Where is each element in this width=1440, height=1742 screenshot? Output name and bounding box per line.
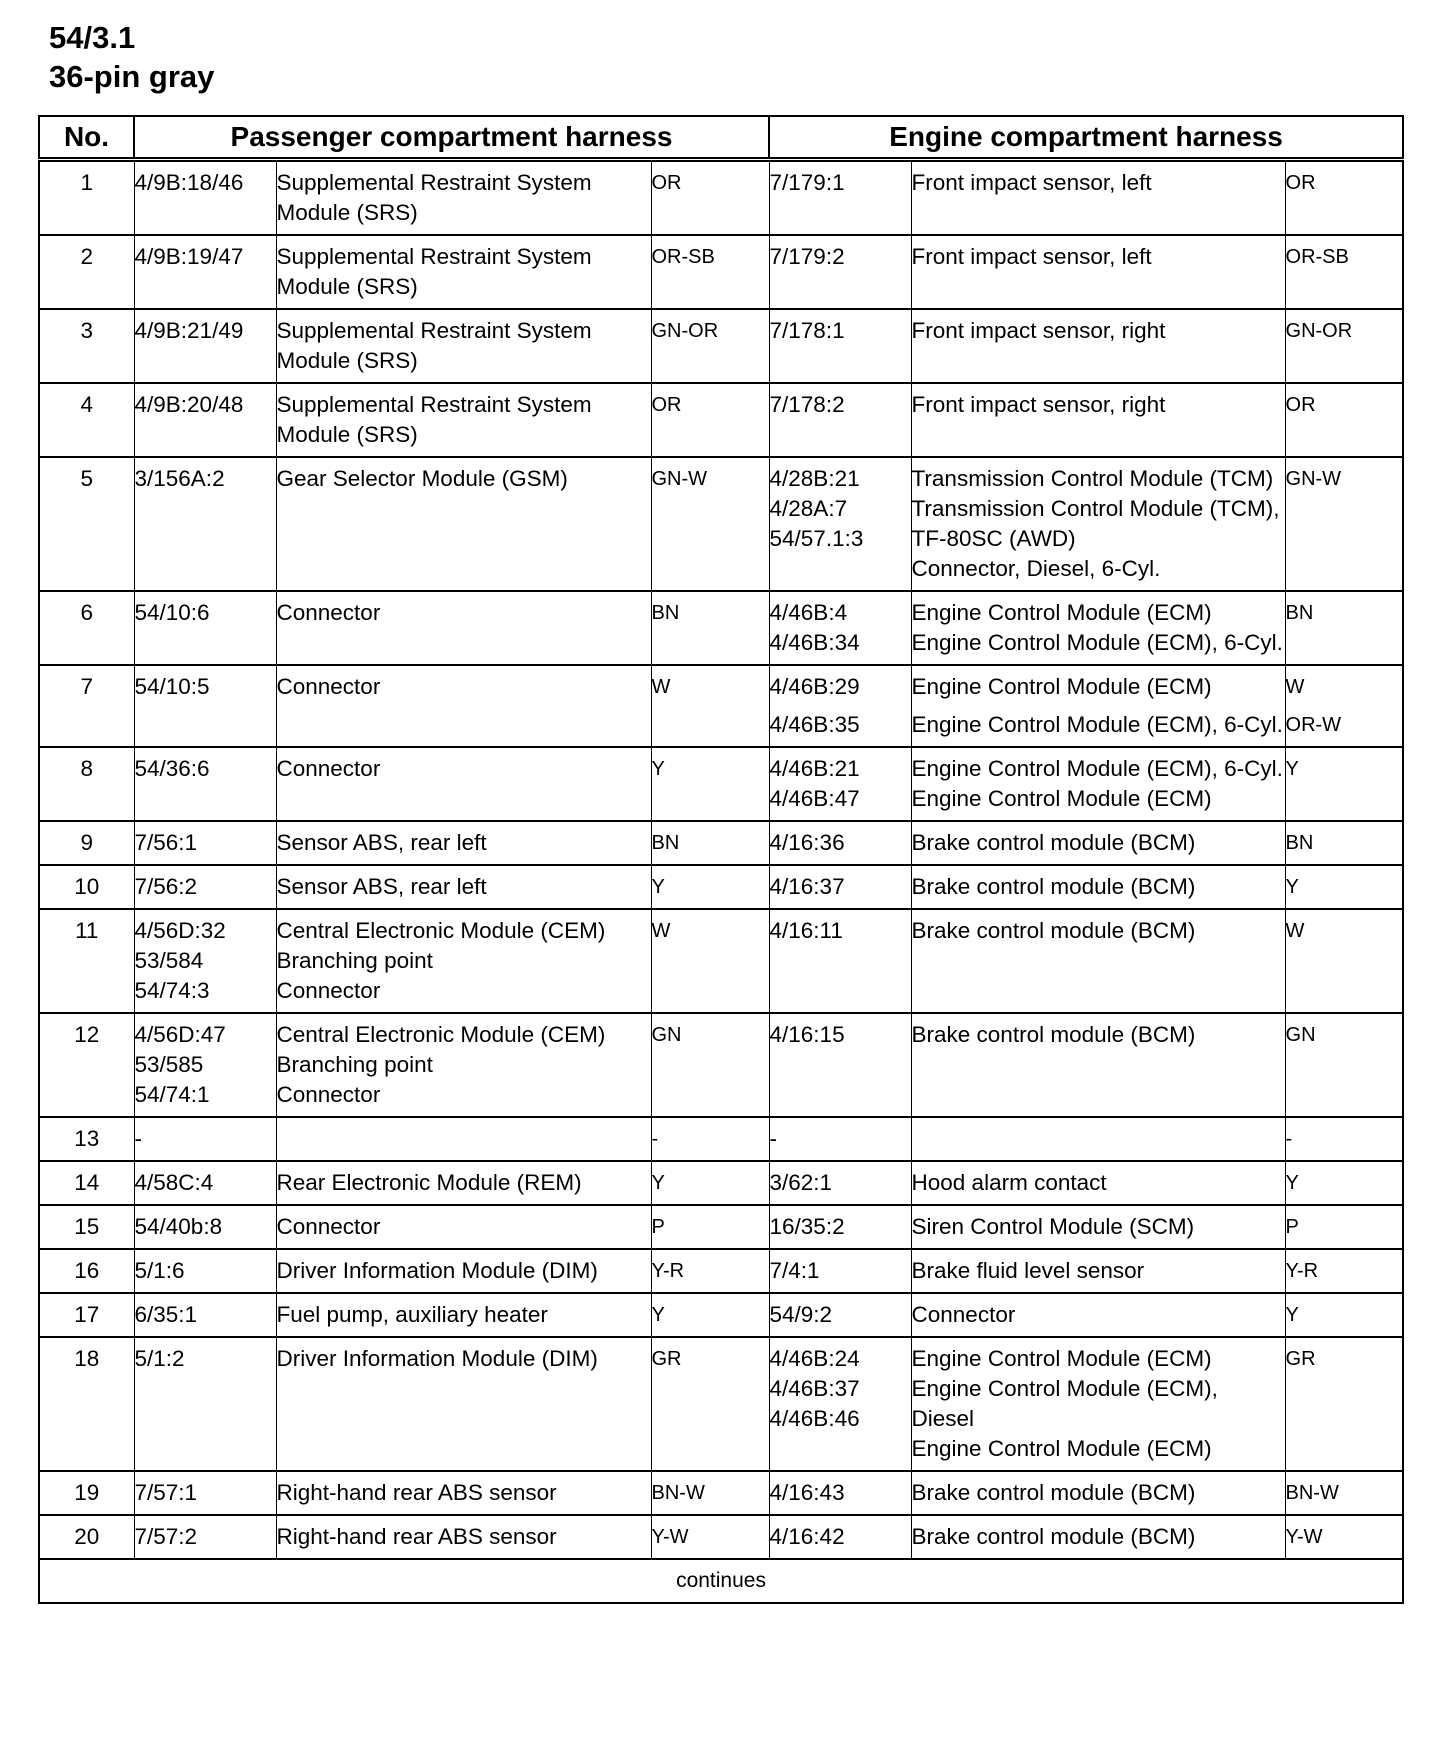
passenger-description-cell <box>276 591 651 665</box>
passenger-pin-cell <box>134 665 276 747</box>
engine-pin-cell <box>769 1205 911 1249</box>
engine-wire-color-value: Y <box>1285 758 1299 780</box>
engine-wire-color <box>1285 1013 1403 1117</box>
engine-pin-cell <box>769 457 911 591</box>
pin-number: 4 <box>39 383 134 457</box>
engine-description: Brake fluid level sensor <box>911 1258 1145 1283</box>
engine-wire-color <box>1285 1161 1403 1205</box>
engine-description: Brake control module (BCM) <box>911 918 1196 943</box>
table-row <box>39 821 1403 865</box>
passenger-pin: - <box>134 1126 142 1151</box>
engine-description-cell <box>911 309 1285 383</box>
passenger-pin: 53/584 <box>134 948 204 973</box>
engine-description-cell <box>911 909 1285 1013</box>
passenger-wire-color: GN-OR <box>651 309 769 383</box>
engine-wire-color-value: OR <box>1285 394 1316 416</box>
passenger-description-cell <box>276 747 651 821</box>
table-row <box>39 865 1403 909</box>
engine-pin-cell <box>769 1471 911 1515</box>
passenger-pin-cell <box>134 309 276 383</box>
passenger-description: Gear Selector Module (GSM) <box>276 466 568 491</box>
passenger-description-cell <box>276 1013 651 1117</box>
table-row <box>39 1515 1403 1559</box>
engine-pin-cell <box>769 383 911 457</box>
pinout-table <box>38 115 1404 1604</box>
engine-description: Engine Control Module (ECM) <box>911 674 1212 699</box>
engine-description-cell <box>911 1249 1285 1293</box>
engine-wire-color <box>1285 1515 1403 1559</box>
engine-description: Front impact sensor, left <box>911 170 1152 195</box>
engine-wire-color <box>1285 821 1403 865</box>
passenger-pin: 54/40b:8 <box>134 1214 223 1239</box>
passenger-pin: 6/35:1 <box>134 1302 198 1327</box>
pinout-table-body <box>39 160 1403 1560</box>
passenger-pin: 4/56D:47 <box>134 1022 226 1047</box>
table-row <box>39 1117 1403 1161</box>
engine-description: Engine Control Module (ECM), 6-Cyl. <box>911 630 1283 655</box>
engine-pin-cell <box>769 591 911 665</box>
engine-description-cell <box>911 591 1285 665</box>
engine-wire-color <box>1285 909 1403 1013</box>
engine-wire-color <box>1285 747 1403 821</box>
engine-description-cell <box>911 1205 1285 1249</box>
engine-description-cell <box>911 665 1285 747</box>
passenger-wire-color: W <box>651 909 769 1013</box>
passenger-description: Sensor ABS, rear left <box>276 874 487 899</box>
engine-pin-cell <box>769 309 911 383</box>
engine-description: Front impact sensor, right <box>911 392 1166 417</box>
engine-description: Engine Control Module (ECM) <box>911 600 1212 625</box>
engine-pin: 4/16:43 <box>769 1480 845 1505</box>
header-no: No. <box>39 116 134 160</box>
engine-wire-color-value: OR-SB <box>1285 246 1349 268</box>
engine-wire-color <box>1285 1337 1403 1471</box>
passenger-description: Driver Information Module (DIM) <box>276 1346 598 1371</box>
passenger-wire-color: OR <box>651 160 769 236</box>
table-row <box>39 1205 1403 1249</box>
passenger-description: Branching point <box>276 1052 433 1077</box>
pin-number: 2 <box>39 235 134 309</box>
passenger-description: Supplemental Restraint System Module (SRS) <box>276 244 592 299</box>
passenger-pin-cell <box>134 747 276 821</box>
engine-pin-cell <box>769 1293 911 1337</box>
engine-description: Brake control module (BCM) <box>911 1524 1196 1549</box>
engine-wire-color-value: GN-OR <box>1285 320 1353 342</box>
passenger-description: Right-hand rear ABS sensor <box>276 1480 557 1505</box>
passenger-pin-cell <box>134 591 276 665</box>
passenger-description: Connector <box>276 1214 381 1239</box>
engine-description: Engine Control Module (ECM) <box>911 786 1212 811</box>
passenger-description-cell <box>276 383 651 457</box>
engine-pin: 7/4:1 <box>769 1258 820 1283</box>
engine-description: Front impact sensor, right <box>911 318 1166 343</box>
engine-description: Hood alarm contact <box>911 1170 1107 1195</box>
engine-description: Brake control module (BCM) <box>911 1480 1196 1505</box>
passenger-wire-color: GN <box>651 1013 769 1117</box>
passenger-description-cell <box>276 1161 651 1205</box>
passenger-pin-cell <box>134 160 276 236</box>
engine-wire-color <box>1285 591 1403 665</box>
passenger-description: Branching point <box>276 948 433 973</box>
engine-pin-cell <box>769 1515 911 1559</box>
table-row <box>39 1337 1403 1471</box>
table-row <box>39 235 1403 309</box>
engine-description-cell <box>911 1117 1285 1161</box>
engine-pin: 4/16:15 <box>769 1022 845 1047</box>
pin-number: 5 <box>39 457 134 591</box>
engine-pin: 4/16:36 <box>769 830 845 855</box>
engine-pin: 4/46B:24 <box>769 1346 860 1371</box>
engine-description: Engine Control Module (ECM) <box>911 1436 1212 1461</box>
engine-wire-color-value: GN <box>1285 1024 1316 1046</box>
passenger-description: Connector <box>276 1082 381 1107</box>
pin-number: 16 <box>39 1249 134 1293</box>
engine-pin: 4/16:37 <box>769 874 845 899</box>
engine-description-cell <box>911 383 1285 457</box>
engine-description: Front impact sensor, left <box>911 244 1152 269</box>
table-row <box>39 1471 1403 1515</box>
engine-wire-color <box>1285 1205 1403 1249</box>
pin-number: 9 <box>39 821 134 865</box>
pin-number: 20 <box>39 1515 134 1559</box>
pin-number: 12 <box>39 1013 134 1117</box>
engine-wire-color-value: GR <box>1285 1348 1316 1370</box>
engine-wire-color-value: BN <box>1285 832 1314 854</box>
engine-description-cell <box>911 457 1285 591</box>
engine-wire-color <box>1285 457 1403 591</box>
engine-description-cell <box>911 235 1285 309</box>
passenger-description-cell <box>276 457 651 591</box>
passenger-description: Sensor ABS, rear left <box>276 830 487 855</box>
engine-wire-color-value: Y <box>1285 1304 1299 1326</box>
passenger-pin: 4/9B:19/47 <box>134 244 244 269</box>
engine-description-cell <box>911 1013 1285 1117</box>
passenger-pin: 54/10:6 <box>134 600 210 625</box>
passenger-description-cell <box>276 1249 651 1293</box>
passenger-description: Connector <box>276 600 381 625</box>
pin-number: 6 <box>39 591 134 665</box>
passenger-pin: 4/9B:20/48 <box>134 392 244 417</box>
passenger-description-cell <box>276 1515 651 1559</box>
engine-pin: 7/179:2 <box>769 244 845 269</box>
pin-number: 14 <box>39 1161 134 1205</box>
engine-pin: - <box>769 1126 778 1151</box>
passenger-pin: 7/57:2 <box>134 1524 198 1549</box>
passenger-wire-color: - <box>651 1117 769 1161</box>
passenger-description-cell <box>276 909 651 1013</box>
engine-pin: 4/46B:29 <box>769 674 860 699</box>
passenger-description: Central Electronic Module (CEM) <box>276 918 606 943</box>
engine-pin: 7/179:1 <box>769 170 845 195</box>
passenger-pin-cell <box>134 1249 276 1293</box>
passenger-pin: 7/57:1 <box>134 1480 198 1505</box>
table-row <box>39 1249 1403 1293</box>
passenger-description-cell <box>276 1471 651 1515</box>
engine-pin-cell <box>769 1249 911 1293</box>
passenger-wire-color: BN-W <box>651 1471 769 1515</box>
engine-pin: 4/46B:35 <box>769 712 860 737</box>
passenger-description-cell <box>276 1117 651 1161</box>
passenger-wire-color: BN <box>651 591 769 665</box>
passenger-description: Fuel pump, auxiliary heater <box>276 1302 548 1327</box>
passenger-wire-color: GR <box>651 1337 769 1471</box>
engine-description-cell <box>911 865 1285 909</box>
engine-wire-color-value: W <box>1285 676 1305 698</box>
engine-wire-color <box>1285 309 1403 383</box>
passenger-description: Rear Electronic Module (REM) <box>276 1170 582 1195</box>
engine-pin-cell <box>769 1337 911 1471</box>
passenger-description: Supplemental Restraint System Module (SRS) <box>276 392 592 447</box>
table-header-row <box>39 116 1403 160</box>
pin-number: 15 <box>39 1205 134 1249</box>
passenger-pin-cell <box>134 1515 276 1559</box>
table-footer-row <box>39 1559 1403 1603</box>
engine-wire-color <box>1285 1249 1403 1293</box>
engine-wire-color-value: Y-W <box>1285 1526 1323 1548</box>
table-row <box>39 1161 1403 1205</box>
engine-pin-cell <box>769 160 911 236</box>
engine-pin-cell <box>769 1117 911 1161</box>
passenger-pin: 3/156A:2 <box>134 466 225 491</box>
engine-wire-color-value: P <box>1285 1216 1299 1238</box>
engine-description: Engine Control Module (ECM), Diesel <box>911 1376 1218 1431</box>
passenger-pin: 4/9B:18/46 <box>134 170 244 195</box>
passenger-description-cell <box>276 821 651 865</box>
passenger-pin: 5/1:2 <box>134 1346 185 1371</box>
engine-wire-color <box>1285 1117 1403 1161</box>
engine-description: Connector <box>911 1302 1016 1327</box>
passenger-wire-color: Y-W <box>651 1515 769 1559</box>
engine-wire-color-value: BN-W <box>1285 1482 1339 1504</box>
pin-number: 13 <box>39 1117 134 1161</box>
passenger-pin-cell <box>134 1117 276 1161</box>
passenger-description: Connector <box>276 756 381 781</box>
passenger-wire-color: P <box>651 1205 769 1249</box>
engine-wire-color-value: GN-W <box>1285 468 1342 490</box>
passenger-description-cell <box>276 865 651 909</box>
engine-pin-cell <box>769 747 911 821</box>
passenger-description-cell <box>276 1337 651 1471</box>
engine-description: Brake control module (BCM) <box>911 830 1196 855</box>
engine-description: Brake control module (BCM) <box>911 1022 1196 1047</box>
engine-wire-color-value: Y-R <box>1285 1260 1319 1282</box>
engine-description-cell <box>911 1515 1285 1559</box>
engine-wire-color <box>1285 235 1403 309</box>
passenger-description-cell <box>276 665 651 747</box>
table-row <box>39 457 1403 591</box>
pin-number: 1 <box>39 160 134 236</box>
engine-pin: 54/57.1:3 <box>769 526 864 551</box>
engine-wire-color <box>1285 383 1403 457</box>
passenger-pin-cell <box>134 1205 276 1249</box>
engine-pin: 4/16:42 <box>769 1524 845 1549</box>
passenger-wire-color: Y-R <box>651 1249 769 1293</box>
passenger-wire-color: Y <box>651 747 769 821</box>
passenger-description: Right-hand rear ABS sensor <box>276 1524 557 1549</box>
passenger-pin: 53/585 <box>134 1052 204 1077</box>
engine-wire-color-value: OR <box>1285 172 1316 194</box>
engine-wire-color <box>1285 865 1403 909</box>
pin-number: 8 <box>39 747 134 821</box>
engine-description: Connector, Diesel, 6-Cyl. <box>911 556 1161 581</box>
header-passenger-harness: Passenger compartment harness <box>134 116 769 160</box>
passenger-wire-color: GN-W <box>651 457 769 591</box>
passenger-pin: 54/10:5 <box>134 674 210 699</box>
engine-pin: 4/16:11 <box>769 918 843 943</box>
engine-pin-cell <box>769 1013 911 1117</box>
engine-pin: 16/35:2 <box>769 1214 845 1239</box>
engine-pin: 4/28A:7 <box>769 496 848 521</box>
engine-pin-cell <box>769 909 911 1013</box>
engine-description-cell <box>911 1337 1285 1471</box>
engine-wire-color-value-2: OR-W <box>1285 714 1342 736</box>
passenger-pin: 4/56D:32 <box>134 918 226 943</box>
engine-pin: 4/46B:47 <box>769 786 860 811</box>
engine-wire-color-value: - <box>1285 1128 1293 1150</box>
pin-number: 19 <box>39 1471 134 1515</box>
engine-description-cell <box>911 1471 1285 1515</box>
engine-description-cell <box>911 747 1285 821</box>
connector-description: 36-pin gray <box>49 59 215 94</box>
continues-note: continues <box>39 1559 1403 1603</box>
engine-pin: 54/9:2 <box>769 1302 833 1327</box>
passenger-pin: 4/9B:21/49 <box>134 318 244 343</box>
table-row <box>39 747 1403 821</box>
passenger-pin-cell <box>134 1471 276 1515</box>
table-row <box>39 1293 1403 1337</box>
engine-pin-cell <box>769 1161 911 1205</box>
passenger-description-cell <box>276 235 651 309</box>
passenger-pin: 4/58C:4 <box>134 1170 214 1195</box>
passenger-wire-color: OR-SB <box>651 235 769 309</box>
passenger-wire-color: W <box>651 665 769 747</box>
engine-description: Transmission Control Module (TCM) <box>911 466 1274 491</box>
engine-pin: 3/62:1 <box>769 1170 833 1195</box>
passenger-description: Connector <box>276 674 381 699</box>
table-row <box>39 160 1403 236</box>
engine-description: Engine Control Module (ECM) <box>911 1346 1212 1371</box>
engine-pin: 4/46B:46 <box>769 1406 860 1431</box>
header-engine-harness: Engine compartment harness <box>769 116 1403 160</box>
pin-number: 11 <box>39 909 134 1013</box>
passenger-wire-color: Y <box>651 1161 769 1205</box>
passenger-pin-cell <box>134 383 276 457</box>
engine-pin: 4/46B:37 <box>769 1376 860 1401</box>
passenger-description: Driver Information Module (DIM) <box>276 1258 598 1283</box>
engine-description: Engine Control Module (ECM), 6-Cyl. <box>911 756 1283 781</box>
engine-pin: 7/178:1 <box>769 318 845 343</box>
passenger-pin: 5/1:6 <box>134 1258 185 1283</box>
pin-number: 7 <box>39 665 134 747</box>
engine-wire-color <box>1285 665 1403 747</box>
passenger-pin-cell <box>134 865 276 909</box>
passenger-pin: 54/36:6 <box>134 756 210 781</box>
engine-wire-color <box>1285 1471 1403 1515</box>
engine-pin: 4/46B:4 <box>769 600 848 625</box>
engine-description-cell <box>911 1293 1285 1337</box>
engine-description-cell <box>911 1161 1285 1205</box>
engine-description: Engine Control Module (ECM), 6-Cyl. <box>911 712 1283 737</box>
pin-number: 3 <box>39 309 134 383</box>
engine-description-cell <box>911 160 1285 236</box>
engine-wire-color-value: BN <box>1285 602 1314 624</box>
passenger-description <box>277 1124 651 1154</box>
engine-wire-color <box>1285 160 1403 236</box>
passenger-wire-color: Y <box>651 865 769 909</box>
passenger-pin-cell <box>134 821 276 865</box>
pin-number: 18 <box>39 1337 134 1471</box>
passenger-wire-color: Y <box>651 1293 769 1337</box>
passenger-pin: 54/74:3 <box>134 978 210 1003</box>
passenger-description-cell <box>276 309 651 383</box>
passenger-pin-cell <box>134 1337 276 1471</box>
table-row <box>39 591 1403 665</box>
engine-pin: 4/28B:21 <box>769 466 860 491</box>
passenger-wire-color: BN <box>651 821 769 865</box>
engine-description: Transmission Control Module (TCM), TF-80SC (AWD) <box>911 496 1280 551</box>
passenger-description-cell <box>276 160 651 236</box>
table-row <box>39 383 1403 457</box>
passenger-description-cell <box>276 1293 651 1337</box>
passenger-description: Supplemental Restraint System Module (SRS) <box>276 318 592 373</box>
connector-id: 54/3.1 <box>49 20 136 55</box>
passenger-pin: 7/56:1 <box>134 830 198 855</box>
passenger-pin-cell <box>134 1293 276 1337</box>
engine-pin: 7/178:2 <box>769 392 845 417</box>
engine-pin: 4/46B:34 <box>769 630 860 655</box>
connector-heading <box>49 18 214 96</box>
engine-pin-cell <box>769 821 911 865</box>
passenger-description-cell <box>276 1205 651 1249</box>
passenger-pin-cell <box>134 1013 276 1117</box>
passenger-description: Supplemental Restraint System Module (SRS) <box>276 170 592 225</box>
pin-number: 10 <box>39 865 134 909</box>
passenger-wire-color: OR <box>651 383 769 457</box>
passenger-pin: 7/56:2 <box>134 874 198 899</box>
passenger-pin-cell <box>134 235 276 309</box>
engine-pin: 4/46B:21 <box>769 756 860 781</box>
passenger-pin-cell <box>134 457 276 591</box>
engine-description: Brake control module (BCM) <box>911 874 1196 899</box>
engine-wire-color-value: W <box>1285 920 1305 942</box>
engine-wire-color-value: Y <box>1285 1172 1299 1194</box>
pin-number: 17 <box>39 1293 134 1337</box>
table-row <box>39 1013 1403 1117</box>
engine-pin-cell <box>769 665 911 747</box>
passenger-pin-cell <box>134 1161 276 1205</box>
engine-pin-cell <box>769 235 911 309</box>
engine-description <box>912 1124 1285 1154</box>
table-row <box>39 665 1403 747</box>
passenger-description: Connector <box>276 978 381 1003</box>
engine-pin-cell <box>769 865 911 909</box>
engine-wire-color <box>1285 1293 1403 1337</box>
engine-description-cell <box>911 821 1285 865</box>
engine-description: Siren Control Module (SCM) <box>911 1214 1195 1239</box>
passenger-pin: 54/74:1 <box>134 1082 210 1107</box>
engine-wire-color-value: Y <box>1285 876 1299 898</box>
passenger-pin-cell <box>134 909 276 1013</box>
table-row <box>39 909 1403 1013</box>
table-row <box>39 309 1403 383</box>
passenger-description: Central Electronic Module (CEM) <box>276 1022 606 1047</box>
